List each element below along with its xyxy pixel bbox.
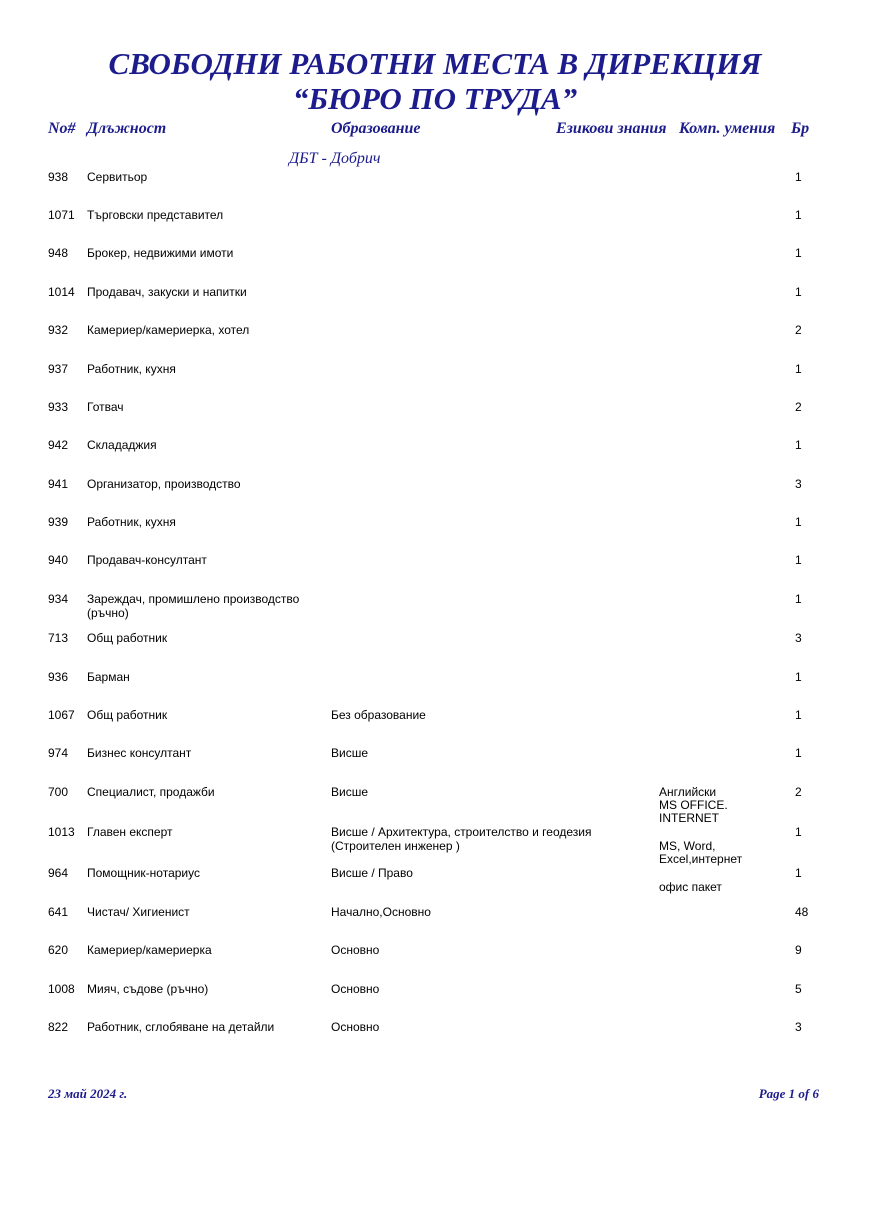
job-count: 1	[795, 708, 802, 722]
table-row	[0, 170, 870, 208]
job-number: 1013	[48, 825, 75, 839]
job-count: 5	[795, 982, 802, 996]
job-education: Висше / Право	[331, 866, 413, 880]
job-number: 932	[48, 323, 69, 337]
job-number: 1067	[48, 708, 75, 722]
skill-note: Английски	[659, 785, 717, 799]
job-position: Специалист, продажби	[87, 785, 215, 799]
job-count: 2	[795, 323, 802, 337]
job-count: 2	[795, 400, 802, 414]
job-position: Търговски представител	[87, 208, 224, 222]
page-title-line-1: СВОБОДНИ РАБОТНИ МЕСТА В ДИРЕКЦИЯ	[108, 46, 762, 81]
job-number: 1014	[48, 285, 75, 299]
job-number: 936	[48, 670, 69, 684]
job-number: 620	[48, 943, 69, 957]
job-number: 938	[48, 170, 69, 184]
job-count: 1	[795, 866, 802, 880]
skill-note: MS, Word,	[659, 839, 716, 853]
job-count: 1	[795, 246, 802, 260]
job-number: 1071	[48, 208, 75, 222]
job-position: Организатор, производство	[87, 477, 241, 491]
job-count: 1	[795, 362, 802, 376]
job-education: Без образование	[331, 708, 426, 722]
job-count: 1	[795, 670, 802, 684]
job-position: Работник, кухня	[87, 515, 176, 529]
job-position: Продавач-консултант	[87, 553, 207, 567]
job-count: 1	[795, 746, 802, 760]
table-row	[0, 785, 870, 823]
job-education: Висше / Архитектура, строителство и геодезия (Строителен инженер )	[331, 825, 592, 853]
job-number: 942	[48, 438, 69, 452]
table-row	[0, 670, 870, 708]
job-position: Камериер/камериерка	[87, 943, 212, 957]
skill-note: INTERNET	[659, 811, 719, 825]
header-education: Образование	[331, 120, 421, 137]
table-row	[0, 515, 870, 553]
table-row	[0, 631, 870, 669]
job-position: Барман	[87, 670, 130, 684]
header-languages: Езикови знания	[556, 120, 667, 137]
job-number: 933	[48, 400, 69, 414]
job-count: 9	[795, 943, 802, 957]
job-position: Склададжия	[87, 438, 157, 452]
job-education: Основно	[331, 982, 380, 996]
job-number: 713	[48, 631, 69, 645]
job-position: Главен експерт	[87, 825, 173, 839]
job-number: 700	[48, 785, 69, 799]
job-count: 3	[795, 631, 802, 645]
job-position: Помощник-нотариус	[87, 866, 200, 880]
job-count: 1	[795, 285, 802, 299]
job-count: 1	[795, 825, 802, 839]
page-title-line-2: “БЮРО ПО ТРУДА”	[292, 81, 578, 116]
table-row	[0, 438, 870, 476]
job-position: Готвач	[87, 400, 124, 414]
job-position: Общ работник	[87, 631, 168, 645]
table-row	[0, 905, 870, 943]
table-row	[0, 708, 870, 746]
header-position: Длъжност	[87, 120, 167, 137]
table-row	[0, 323, 870, 361]
job-number: 964	[48, 866, 69, 880]
job-position: Брокер, недвижими имоти	[87, 246, 234, 260]
table-row	[0, 400, 870, 438]
table-row	[0, 746, 870, 784]
table-row	[0, 866, 870, 904]
table-row	[0, 943, 870, 981]
job-education: Основно	[331, 1020, 380, 1034]
skill-note: офис пакет	[659, 880, 722, 894]
job-position: Мияч, съдове (ръчно)	[87, 982, 209, 996]
job-count: 3	[795, 1020, 802, 1034]
job-count: 1	[795, 592, 802, 606]
job-count: 1	[795, 208, 802, 222]
job-count: 1	[795, 515, 802, 529]
job-number: 937	[48, 362, 69, 376]
table-row	[0, 208, 870, 246]
job-number: 939	[48, 515, 69, 529]
job-education: Основно	[331, 943, 380, 957]
job-count: 2	[795, 785, 802, 799]
header-no: No#	[48, 120, 76, 137]
job-position: Сервитьор	[87, 170, 148, 184]
job-number: 948	[48, 246, 69, 260]
job-position: Бизнес консултант	[87, 746, 192, 760]
header-computer-skills: Комп. умения	[679, 120, 776, 137]
job-number: 641	[48, 905, 69, 919]
job-position: Камериер/камериерка, хотел	[87, 323, 250, 337]
job-position: Общ работник	[87, 708, 168, 722]
table-row	[0, 592, 870, 630]
job-number: 974	[48, 746, 69, 760]
job-position: Чистач/ Хигиенист	[87, 905, 190, 919]
job-education: Начално,Основно	[331, 905, 431, 919]
job-position: Работник, кухня	[87, 362, 176, 376]
job-education: Висше	[331, 785, 369, 799]
job-position: Работник, сглобяване на детайли	[87, 1020, 275, 1034]
table-row	[0, 477, 870, 515]
table-row	[0, 982, 870, 1020]
job-count: 48	[795, 905, 809, 919]
job-number: 1008	[48, 982, 75, 996]
table-row	[0, 362, 870, 400]
job-position: Зареждач, промишлено производство (ръчно)	[87, 592, 300, 620]
header-count: Бр	[791, 120, 810, 137]
table-row	[0, 553, 870, 591]
job-education: Висше	[331, 746, 369, 760]
job-number: 934	[48, 592, 69, 606]
skill-note: MS OFFICE.	[659, 798, 728, 812]
office-name: ДБТ - Добрич	[289, 150, 381, 167]
job-number: 940	[48, 553, 69, 567]
job-count: 3	[795, 477, 802, 491]
job-number: 941	[48, 477, 69, 491]
job-count: 1	[795, 438, 802, 452]
table-row	[0, 246, 870, 284]
job-count: 1	[795, 170, 802, 184]
footer-page-number: Page 1 of 6	[758, 1086, 819, 1101]
table-row	[0, 285, 870, 323]
skill-note: Excel,интернет	[659, 852, 743, 866]
job-count: 1	[795, 553, 802, 567]
table-row	[0, 1020, 870, 1058]
job-position: Продавач, закуски и напитки	[87, 285, 247, 299]
job-number: 822	[48, 1020, 69, 1034]
footer-date: 23 май 2024 г.	[48, 1086, 128, 1101]
